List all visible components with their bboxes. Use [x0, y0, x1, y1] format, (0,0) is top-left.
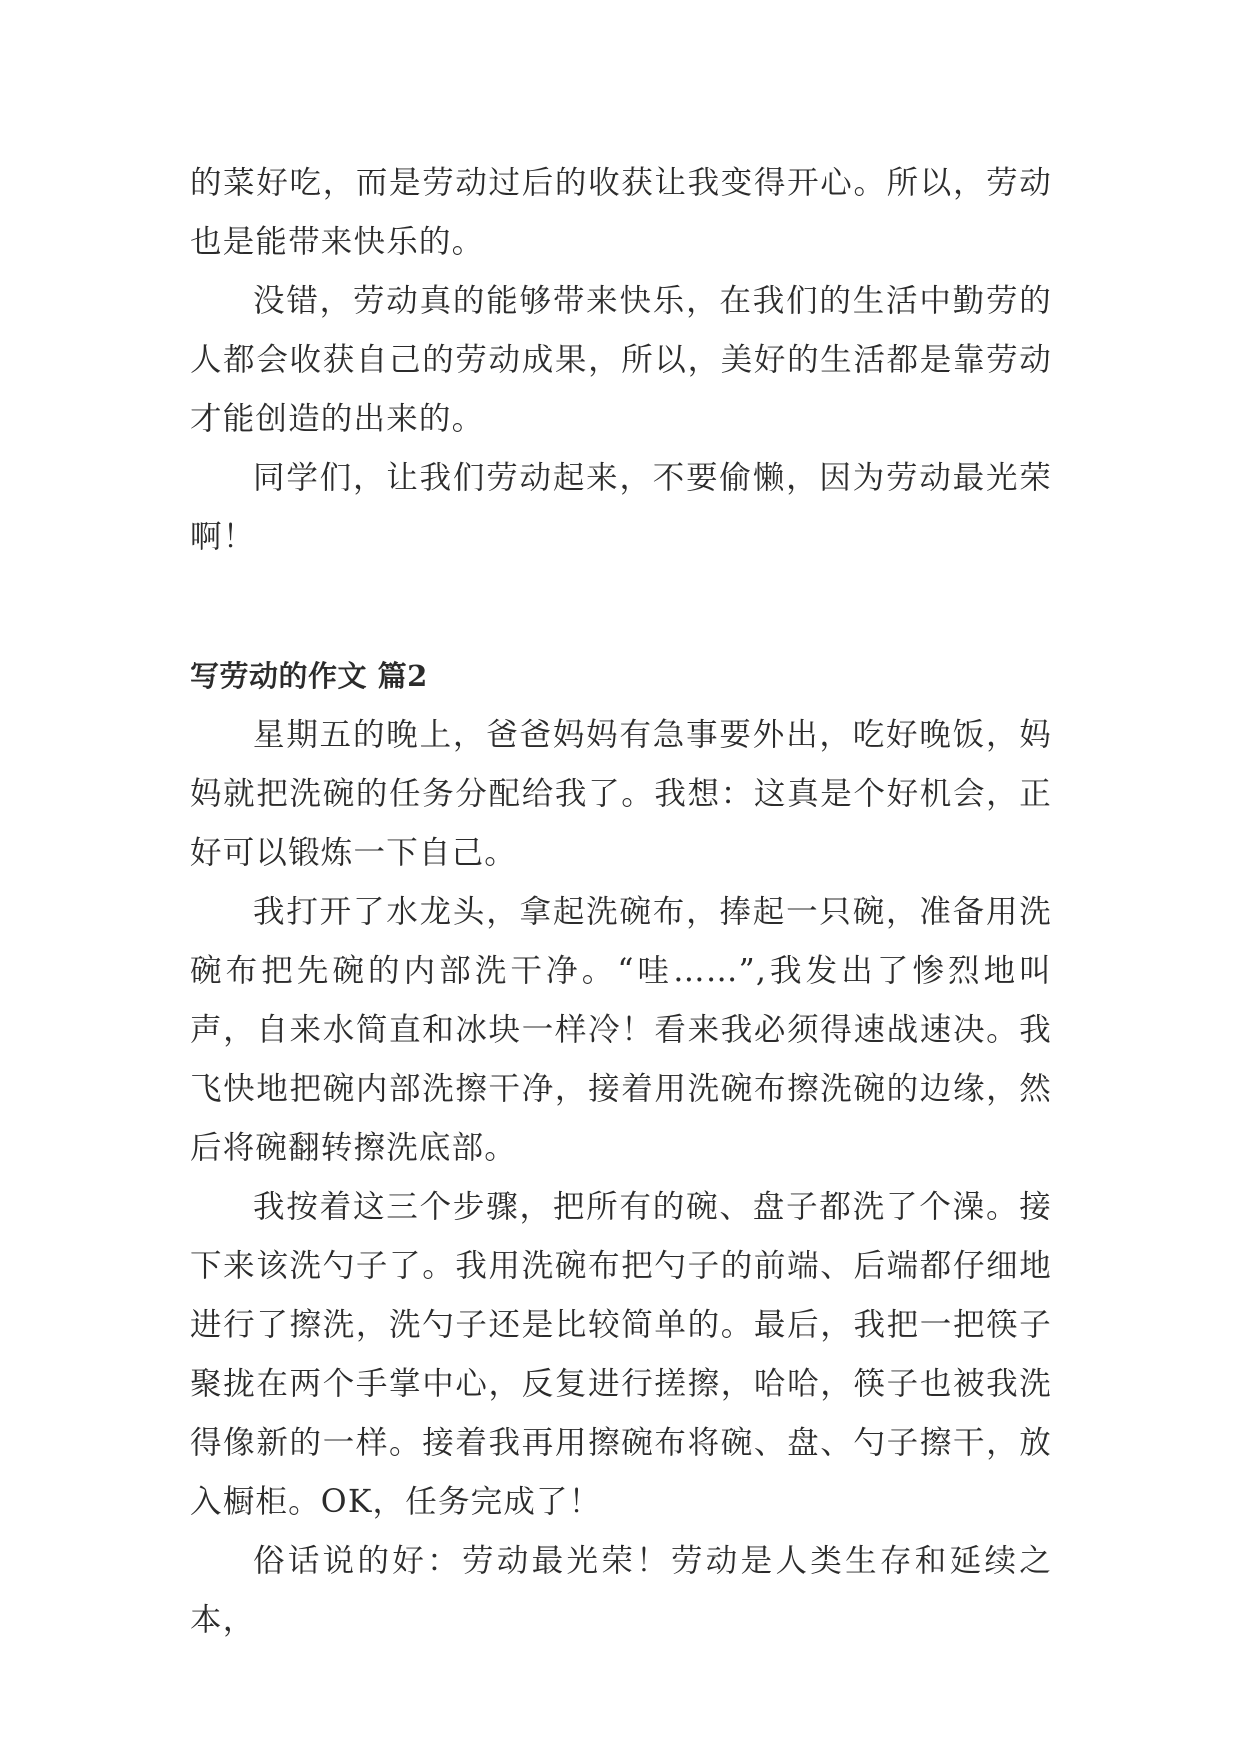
paragraph: 没错，劳动真的能够带来快乐，在我们的生活中勤劳的人都会收获自己的劳动成果，所以，美好的生活都是靠劳动才能创造的出来的。 — [190, 283, 1052, 437]
paragraph: 我打开了水龙头，拿起洗碗布，捧起一只碗，准备用洗碗布把先碗的内部洗干净。“哇……”,我发出了惨烈地叫声，自来水简直和冰块一样冷！看来我必须得速战速决。我飞快地把碗内部洗擦干净，接着用洗碗布擦洗碗的边缘，然后将碗翻转擦洗底部。 — [190, 894, 1052, 1166]
section-title: 写劳动的作文 篇2 — [190, 659, 428, 693]
essay-section-2 — [190, 706, 1052, 1650]
essay-continuation — [190, 154, 1052, 567]
paragraph: 的菜好吃，而是劳动过后的收获让我变得开心。所以，劳动也是能带来快乐的。 — [190, 165, 1052, 260]
document-body — [190, 154, 1052, 1650]
paragraph: 我按着这三个步骤，把所有的碗、盘子都洗了个澡。接下来该洗勺子了。我用洗碗布把勺子的前端、后端都仔细地进行了擦洗，洗勺子还是比较简单的。最后，我把一把筷子聚拢在两个手掌中心，反复进行搓擦，哈哈，筷子也被我洗得像新的一样。接着我再用擦碗布将碗、盘、勺子擦干，放入橱柜。OK，任务完成了！ — [190, 1189, 1052, 1520]
paragraph: 星期五的晚上，爸爸妈妈有急事要外出，吃好晚饭，妈妈就把洗碗的任务分配给我了。我想：这真是个好机会，正好可以锻炼一下自己。 — [190, 717, 1052, 871]
paragraph: 同学们，让我们劳动起来，不要偷懒，因为劳动最光荣啊！ — [190, 460, 1052, 555]
paragraph: 俗话说的好：劳动最光荣！劳动是人类生存和延续之本， — [190, 1543, 1052, 1638]
